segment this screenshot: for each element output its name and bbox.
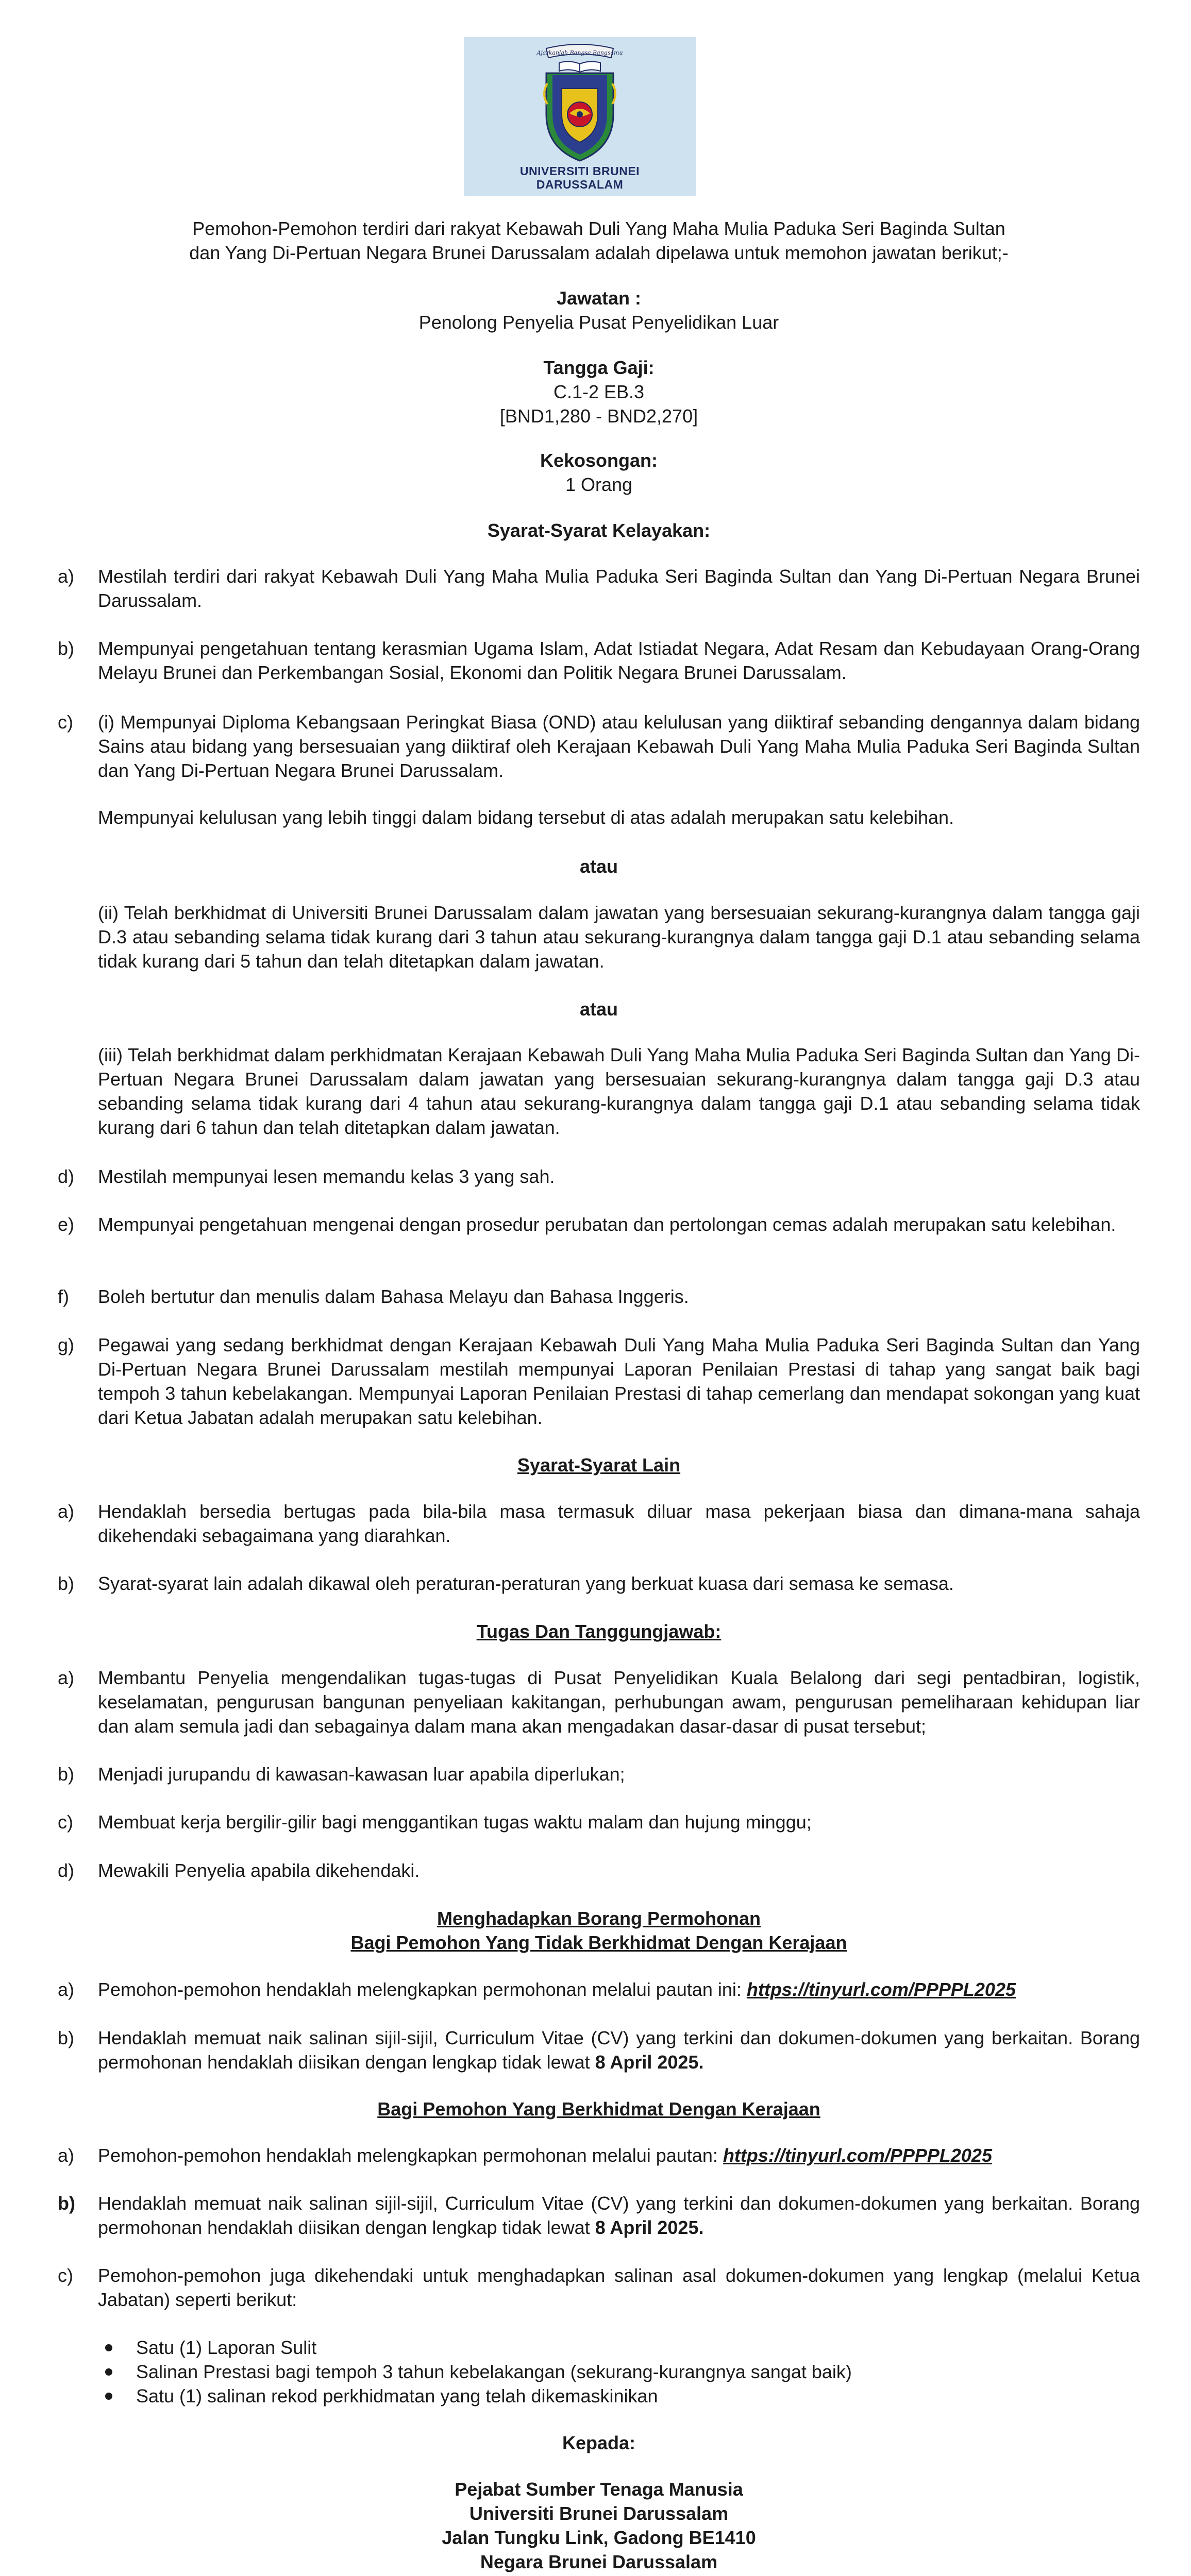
item-text: Pemohon-pemohon hendaklah melengkapkan permohonan melalui pautan ini: bbox=[98, 1979, 747, 2000]
kelayakan-c-extra: Mempunyai kelulusan yang lebih tinggi dalam bidang tersebut di atas adalah merupakan satu kelebihan. bbox=[98, 807, 954, 828]
item-letter: c) bbox=[58, 2265, 73, 2286]
item-text: Membantu Penyelia mengendalikan tugas-tugas di Pusat Penyelidikan Kuala Belalong dari segi pentadbiran, logistik, keselamatan, pengurusan bangunan penyeliaan kakitangan, perhubungan awam, pengurusan pemeliharaan kehidupan liar dan alam semula jadi dan sebagainya dalam mana akan mengadakan dasar-dasar di pusat tersebut; bbox=[98, 1667, 1140, 1737]
bullet-icon bbox=[105, 2393, 112, 2400]
address-line: Pejabat Sumber Tenaga Manusia bbox=[455, 2479, 743, 2500]
lain-heading: Syarat-Syarat Lain bbox=[517, 1454, 681, 1476]
item-letter: f) bbox=[58, 1286, 69, 1307]
item-text: Hendaklah memuat naik salinan sijil-sijil, Curriculum Vitae (CV) yang terkini dan dokumen-dokumen yang berkaitan. Borang permohonan hendaklah diisikan dengan lengkap tidak lewat bbox=[98, 2027, 1140, 2073]
kerajaan-item-c bbox=[58, 2263, 1140, 2312]
bullet-icon bbox=[105, 2344, 112, 2351]
gaji-scale: C.1-2 EB.3 bbox=[553, 381, 645, 402]
kelayakan-c-ii: (ii) Telah berkhidmat di Universiti Brunei Darussalam dalam jawatan yang bersesuaian sekurang-kurangnya dalam tangga gaji D.3 atau sebanding selama tidak kurang dari 3 tahun atau sekurang-kurangnya dalam tangga gaji D.1 atau sebanding selama tidak kurang dari 5 tahun dan telah ditetapkan dalam jawatan. bbox=[98, 902, 1140, 972]
borang-item-a bbox=[58, 1977, 1140, 2002]
borang-heading-line-1: Menghadapkan Borang Permohonan bbox=[437, 1908, 761, 1929]
kelayakan-item-b bbox=[58, 636, 1140, 685]
intro-line-2: dan Yang Di-Pertuan Negara Brunei Darussalam adalah dipelawa untuk memohon jawatan berikut;- bbox=[189, 242, 1009, 263]
bullet-icon bbox=[105, 2368, 112, 2376]
intro-line-1: Pemohon-Pemohon terdiri dari rakyat Kebawah Duli Yang Maha Mulia Paduka Seri Baginda Sultan bbox=[192, 218, 1005, 239]
item-text: Mempunyai pengetahuan tentang kerasmian Ugama Islam, Adat Istiadat Negara, Adat Resam dan Kebudayaan Orang-Orang Melayu Brunei dan Perkembangan Sosial, Ekonomi dan Politik Negara Brunei Darussalam. bbox=[98, 638, 1140, 683]
tugas-item-c bbox=[58, 1810, 1140, 1834]
tugas-item-a bbox=[58, 1666, 1140, 1738]
item-letter: a) bbox=[58, 1667, 75, 1688]
item-text: Hendaklah memuat naik salinan sijil-sijil, Curriculum Vitae (CV) yang terkini dan dokumen-dokumen yang berkaitan. Borang permohonan hendaklah diisikan dengan lengkap tidak lewat bbox=[98, 2193, 1140, 2238]
item-text: Mestilah terdiri dari rakyat Kebawah Duli Yang Maha Mulia Paduka Seri Baginda Sultan dan Yang Di-Pertuan Negara Brunei Darussalam. bbox=[98, 566, 1140, 611]
item-letter: e) bbox=[58, 1214, 75, 1235]
item-letter: d) bbox=[58, 1166, 75, 1187]
application-link[interactable]: https://tinyurl.com/PPPPL2025 bbox=[746, 1979, 1016, 2000]
kekosongan-label: Kekosongan: bbox=[540, 450, 658, 471]
kelayakan-item-d bbox=[58, 1164, 1140, 1189]
intro-paragraph bbox=[58, 216, 1140, 265]
item-letter: a) bbox=[58, 566, 75, 587]
kelayakan-c-atau-2: atau bbox=[579, 998, 618, 1020]
item-letter: a) bbox=[58, 1501, 75, 1522]
kelayakan-heading: Syarat-Syarat Kelayakan: bbox=[487, 520, 711, 541]
item-letter: c) bbox=[58, 1811, 73, 1833]
kelayakan-c-iii: (iii) Telah berkhidmat dalam perkhidmatan Kerajaan Kebawah Duli Yang Maha Mulia Paduka Seri Baginda Sultan dan Yang Di-Pertuan Negara Brunei Darussalam dalam jawatan yang bersesuaian sekurang-kurangnya dalam tangga gaji D.3 atau sebanding selama tidak kurang dari 4 tahun atau sekurang-kurangnya dalam tangga gaji D.1 atau sebanding selama tidak kurang dari 6 tahun dan telah ditetapkan dalam jawatan. bbox=[98, 1044, 1140, 1138]
document-list bbox=[98, 2335, 1129, 2408]
item-letter: g) bbox=[58, 1334, 75, 1355]
item-text-i: (i) Mempunyai Diploma Kebangsaan Peringkat Biasa (OND) atau kelulusan yang diiktiraf sebanding dengannya dalam bidang Sains atau bidang yang bersesuaian yang diiktiraf oleh Kerajaan Kebawah Duli Yang Maha Mulia Paduka Seri Baginda Sultan dan Yang Di-Pertuan Negara Brunei Darussalam. bbox=[98, 711, 1140, 781]
deadline-date: 8 April 2025. bbox=[595, 2052, 704, 2073]
item-text: Hendaklah bersedia bertugas pada bila-bila masa termasuk diluar masa pekerjaan biasa dan dimana-mana sahaja dikehendaki sebagaimana yang diarahkan. bbox=[98, 1501, 1140, 1546]
address-line: Jalan Tungku Link, Gadong BE1410 bbox=[442, 2527, 756, 2548]
borang-heading-line-2: Bagi Pemohon Yang Tidak Berkhidmat Dengan Kerajaan bbox=[350, 1932, 847, 1953]
kekosongan-value: 1 Orang bbox=[565, 474, 633, 495]
item-letter: a) bbox=[58, 1979, 75, 2000]
tugas-item-d bbox=[58, 1858, 1140, 1883]
lain-item-a bbox=[58, 1499, 1140, 1548]
tugas-heading: Tugas Dan Tanggungjawab: bbox=[476, 1621, 722, 1642]
logo-motto: Ajarkanlah Bangsa Bangsamu bbox=[536, 49, 623, 56]
kelayakan-c-atau-1: atau bbox=[579, 856, 618, 877]
item-text: Mewakili Penyelia apabila dikehendaki. bbox=[98, 1860, 420, 1881]
kelayakan-item-a bbox=[58, 564, 1140, 613]
item-letter: a) bbox=[58, 2145, 75, 2166]
list-item: Satu (1) Laporan Sulit bbox=[98, 2335, 1129, 2360]
kelayakan-item-f bbox=[58, 1284, 1140, 1309]
jawatan-section bbox=[58, 286, 1140, 334]
application-link[interactable]: https://tinyurl.com/PPPPL2025 bbox=[723, 2145, 992, 2166]
item-text: Pemohon-pemohon juga dikehendaki untuk menghadapkan salinan asal dokumen-dokumen yang lengkap (melalui Ketua Jabatan) seperti berikut: bbox=[98, 2265, 1140, 2310]
item-text: Mestilah mempunyai lesen memandu kelas 3 yang sah. bbox=[98, 1166, 555, 1187]
item-text: Pemohon-pemohon hendaklah melengkapkan permohonan melalui pautan: bbox=[98, 2145, 723, 2166]
jawatan-label: Jawatan : bbox=[556, 287, 642, 309]
item-letter: d) bbox=[58, 1860, 75, 1881]
item-letter: b) bbox=[58, 638, 75, 659]
deadline-date: 8 April 2025. bbox=[595, 2217, 704, 2238]
item-letter: c) bbox=[58, 711, 73, 733]
list-item: Satu (1) salinan rekod perkhidmatan yang telah dikemaskinikan bbox=[98, 2384, 1129, 2408]
tugas-item-b bbox=[58, 1762, 1140, 1786]
kelayakan-item-e bbox=[58, 1212, 1140, 1236]
item-text: Mempunyai pengetahuan mengenai dengan prosedur perubatan dan pertolongan cemas adalah merupakan satu kelebihan. bbox=[98, 1214, 1116, 1235]
item-text: Menjadi jurupandu di kawasan-kawasan luar apabila diperlukan; bbox=[98, 1764, 625, 1785]
jawatan-value: Penolong Penyelia Pusat Penyelidikan Luar bbox=[418, 312, 779, 333]
kerajaan-heading: Bagi Pemohon Yang Berkhidmat Dengan Kerajaan bbox=[377, 2098, 820, 2120]
address-line bbox=[58, 2574, 1140, 2576]
ubd-crest-icon bbox=[464, 37, 696, 166]
kepada-label: Kepada: bbox=[562, 2432, 636, 2453]
address-block bbox=[58, 2477, 1140, 2576]
kerajaan-item-b bbox=[58, 2191, 1140, 2240]
kelayakan-item-g bbox=[58, 1333, 1140, 1430]
address-line: Negara Brunei Darussalam bbox=[480, 2551, 718, 2572]
kerajaan-item-a bbox=[58, 2143, 1140, 2167]
logo-line-2: DARUSSALAM bbox=[536, 178, 624, 191]
item-letter: b) bbox=[58, 2193, 75, 2214]
ubd-logo bbox=[464, 37, 696, 196]
borang-item-b bbox=[58, 2026, 1140, 2074]
item-text: Membuat kerja bergilir-gilir bagi menggantikan tugas waktu malam dan hujung minggu; bbox=[98, 1811, 812, 1833]
item-text: Syarat-syarat lain adalah dikawal oleh peraturan-peraturan yang berkuat kuasa dari semasa ke semasa. bbox=[98, 1573, 954, 1594]
lain-item-b bbox=[58, 1571, 1140, 1596]
logo-line-1: UNIVERSITI BRUNEI bbox=[519, 164, 640, 178]
item-letter: b) bbox=[58, 1764, 75, 1785]
kelayakan-item-c bbox=[58, 710, 1140, 783]
item-letter: b) bbox=[58, 1573, 75, 1594]
gaji-label: Tangga Gaji: bbox=[543, 357, 655, 378]
gaji-section bbox=[58, 355, 1140, 428]
borang-heading bbox=[58, 1906, 1140, 1955]
kekosongan-section bbox=[58, 448, 1140, 497]
address-line: Universiti Brunei Darussalam bbox=[469, 2503, 729, 2524]
item-text: Boleh bertutur dan menulis dalam Bahasa Melayu dan Bahasa Inggeris. bbox=[98, 1286, 689, 1307]
gaji-range: [BND1,280 - BND2,270] bbox=[499, 405, 698, 427]
item-letter: b) bbox=[58, 2027, 75, 2048]
list-item: Salinan Prestasi bagi tempoh 3 tahun kebelakangan (sekurang-kurangnya sangat baik) bbox=[98, 2360, 1129, 2384]
item-text: Pegawai yang sedang berkhidmat dengan Kerajaan Kebawah Duli Yang Maha Mulia Paduka Seri Baginda Sultan dan Yang Di-Pertuan Negara Brunei Darussalam mestilah mempunyai Laporan Penilaian Prestasi di tahap yang sangat baik bagi tempoh 3 tahun kebelakangan. Mempunyai Laporan Penilaian Prestasi di tahap cemerlang dan mendapat sokongan yang kuat dari Ketua Jabatan adalah merupakan satu kelebihan. bbox=[98, 1334, 1140, 1428]
